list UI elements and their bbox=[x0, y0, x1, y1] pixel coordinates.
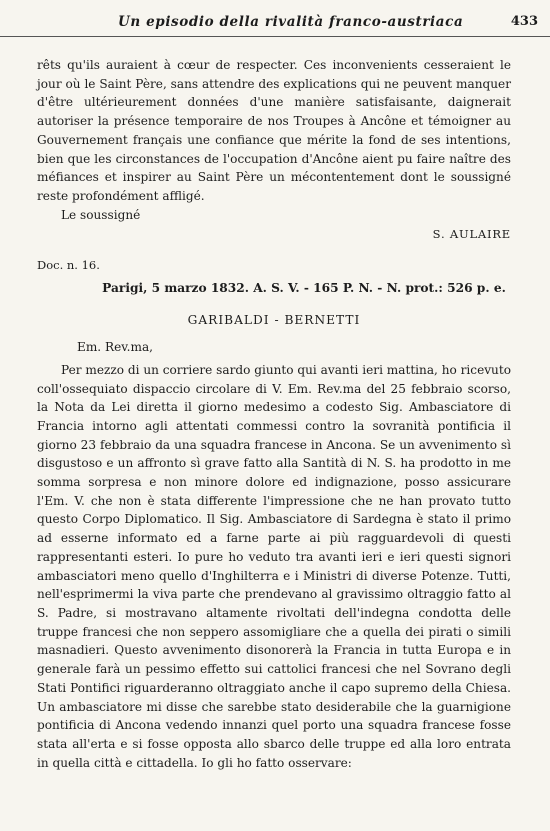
correspondents-heading: GARIBALDI - BERNETTI bbox=[187, 313, 361, 328]
running-title: Un episodio della rivalità franco-austriaca bbox=[118, 14, 464, 30]
page-number: 433 bbox=[510, 14, 538, 29]
signature: S. AULAIRE bbox=[432, 227, 511, 242]
previous-letter-paragraph: rêts qu'ils auraient à cœur de respecter. Ces inconvenients cesseraient le jour où le Saint Père, sans attendre des explications qui ne peuvent manquer d'être ultérieurement données d'une manière satisfaisante, daignerait autoriser la présence temporaire de nos Troupes à Ancône et témoigner au Gouvernement français une confiance que mérite la fond de ses intentions, bien que les circonstances de l'occupation d'Ancône aient pu faire naître des méfiances et inspirer au Saint Père un mécontentement dont le soussigné reste profondément affligé. bbox=[37, 58, 511, 203]
page-body bbox=[37, 56, 511, 772]
letter-body: Per mezzo di un corriere sardo giunto qui avanti ieri mattina, ho ricevuto coll'ossequiato dispaccio circolare di V. Em. Rev.ma del 25 febbraio scorso, la Nota da Lei diretta il giorno medesimo a codesto Sig. Ambasciatore di Francia intorno agli attentati commessi contro la sovranità pontificia il giorno 23 febbraio da una squadra francese in Ancona. Se un avvenimento sì disgustoso e un affronto sì grave fatto alla Santità di N. S. ha prodotto in me somma sorpresa e non minore dolore ed indignazione, posso assicurare l'Em. V. che non è stata differente l'impressione che ne han provato tutto questo Corpo Diplomatico. Il Sig. Ambasciatore di Sardegna è stato il primo ad esserne informato ed a farne parte ai più ragguardevoli di questi rappresentanti esteri. Io pure ho veduto tra avanti ieri e ieri questi signori ambasciatori meno quello d'Inghilterra e i Ministri di diverse Potenze. Tutti, nell'esprimermi la viva parte che prendevano al gravissimo oltraggio fatto al S. Padre, si mostravano altamente rivoltati dell'indegna condotta delle truppe francesi che non seppero assomigliare che a quella dei pirati o simili masnadieri. Questo avvenimento disonorerà la Francia in tutta Europa e in generale farà un pessimo effetto sui cattolici francesi che nel Sovrano degli Stati Pontifici riguarderanno oltraggiato anche il capo supremo della Chiesa. Un ambasciatore mi disse che sarebbe stato desiderabile che la guarnigione pontificia di Ancona vedendo innanzi quel porto una squadra francese fosse stata all'erta e si fosse opposta allo sbarco delle truppe ed alla loro entrata in quella città e cittadella. Io gli ho fatto osservare: bbox=[37, 362, 511, 770]
page-header bbox=[0, 14, 550, 37]
closing-line: Le soussigné bbox=[61, 207, 141, 222]
document-reference: Doc. n. 16. bbox=[37, 258, 100, 273]
dateline: Parigi, 5 marzo 1832. A. S. V. - 165 P. N. - N. prot.: 526 p. e. bbox=[102, 280, 506, 295]
salutation: Em. Rev.ma, bbox=[77, 340, 154, 355]
